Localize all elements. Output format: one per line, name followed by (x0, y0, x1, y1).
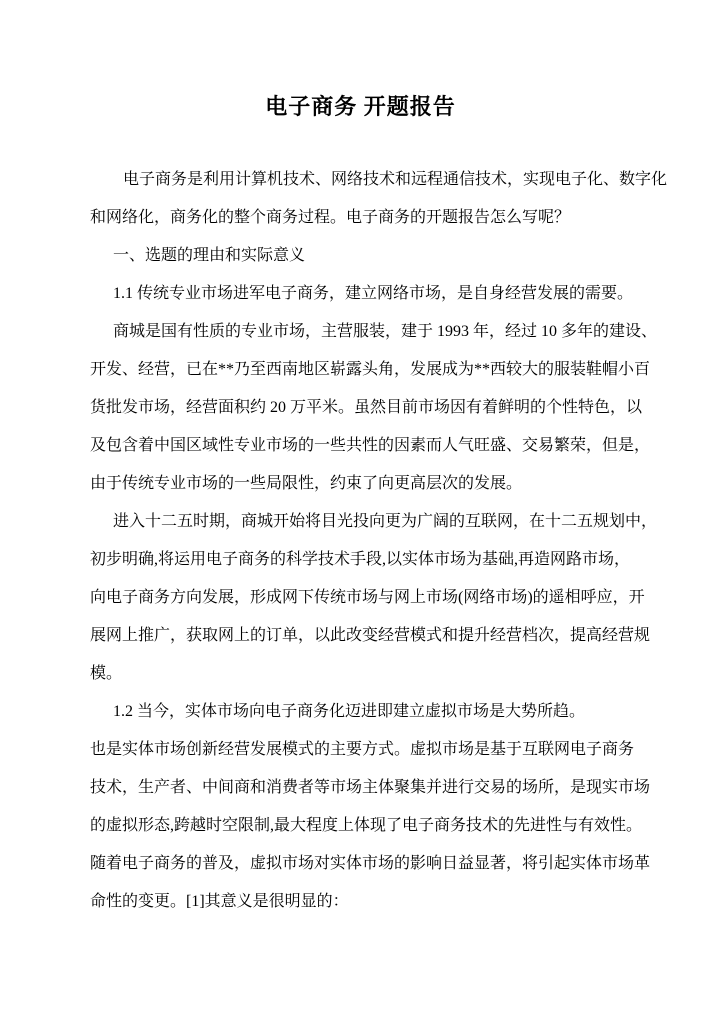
text-line: 技术，生产者、中间商和消费者等市场主体聚集并进行交易的场所，是现实市场 (90, 779, 651, 796)
text-line: 由于传统专业市场的一些局限性，约束了向更高层次的发展。 (90, 475, 523, 492)
text-line: 进入十二五时期，商城开始将目光投向更为广阔的互联网，在十二五规划中， (113, 513, 658, 530)
text-line: 随着电子商务的普及，虚拟市场对实体市场的影响日益显著，将引起实体市场革 (90, 855, 651, 872)
text-line: 货批发市场，经营面积约 20 万平米。虽然目前市场因有着鲜明的个性特色，以 (90, 399, 643, 416)
text-line: 也是实体市场创新经营发展模式的主要方式。虚拟市场是基于互联网电子商务 (90, 741, 635, 758)
text-line: 向电子商务方向发展，形成网下传统市场与网上市场(网络市场)的遥相呼应，开 (90, 589, 645, 606)
document-body (90, 161, 668, 921)
text-line: 初步明确,将运用电子商务的科学技术手段,以实体市场为基础,再造网路市场， (90, 551, 631, 568)
text-line: 模。 (90, 665, 123, 682)
text-line: 电子商务是利用计算机技术、网络技术和远程通信技术，实现电子化、数字化 (123, 171, 668, 188)
text-line: 和网络化，商务化的整个商务过程。电子商务的开题报告怎么写呢？ (90, 209, 571, 226)
text-line: 的虚拟形态,跨越时空限制,最大程度上体现了电子商务技术的先进性与有效性。 (90, 817, 643, 834)
text-line: 展网上推广，获取网上的订单，以此改变经营模式和提升经营档次，提高经营规 (90, 627, 651, 644)
section-heading: 一、选题的理由和实际意义 (113, 247, 306, 264)
text-line: 开发、经营，已在**乃至西南地区崭露头角，发展成为**西较大的服装鞋帽小百 (90, 361, 651, 378)
subsection-heading: 1.1 传统专业市场进军电子商务，建立网络市场，是自身经营发展的需要。 (113, 285, 634, 302)
page-title: 电子商务 开题报告 (265, 94, 456, 119)
subsection-heading: 1.2 当今，实体市场向电子商务化迈进即建立虚拟市场是大势所趋。 (113, 703, 586, 720)
text-line: 商城是国有性质的专业市场，主营服装，建于 1993 年，经过 10 多年的建设、 (113, 323, 658, 340)
text-line: 及包含着中国区域性专业市场的一些共性的因素而人气旺盛、交易繁荣，但是， (90, 437, 651, 454)
text-line: 命性的变更。[1]其意义是很明显的： (90, 893, 349, 910)
